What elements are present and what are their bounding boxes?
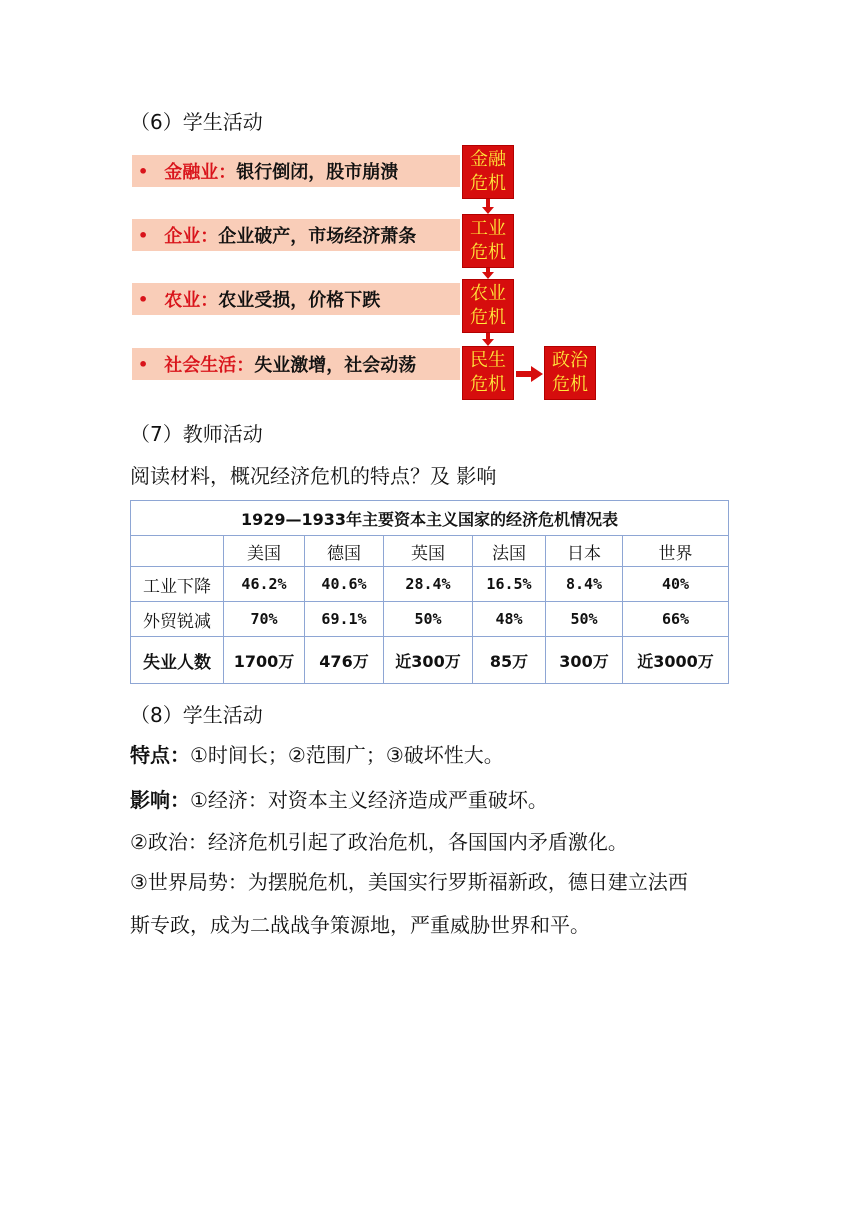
table-header: 世界 xyxy=(623,536,729,567)
row-desc: 银行倒闭，股市崩溃 xyxy=(236,162,399,183)
section-8-heading: （8）学生活动 xyxy=(130,703,263,727)
box-line: 农业 xyxy=(470,283,506,304)
row-key: 企业： xyxy=(164,226,219,247)
table-row xyxy=(131,637,729,684)
impact-world-line1: ③世界局势：为摆脱危机，美国实行罗斯福新政，德日建立法西 xyxy=(130,870,688,894)
box-political-crisis xyxy=(544,346,596,400)
box-industrial-crisis xyxy=(462,214,514,268)
box-line: 危机 xyxy=(470,242,506,263)
row-desc: 企业破产，市场经济萧条 xyxy=(218,226,417,247)
bullet: • xyxy=(138,289,149,309)
section-6-heading: （6）学生活动 xyxy=(130,110,263,134)
bullet: • xyxy=(138,354,149,374)
table-cell: 46.2% xyxy=(224,567,305,602)
table-row xyxy=(131,602,729,637)
table-header: 法国 xyxy=(473,536,546,567)
row-label: 外贸锐减 xyxy=(131,602,224,637)
box-line: 金融 xyxy=(470,149,506,170)
table-cell: 1700万 xyxy=(224,637,305,684)
table-cell: 70% xyxy=(224,602,305,637)
table-header: 德国 xyxy=(305,536,384,567)
table-cell: 8.4% xyxy=(546,567,623,602)
features-text: ①时间长；②范围广；③破坏性大。 xyxy=(190,743,504,767)
crisis-table xyxy=(130,500,729,684)
box-line: 危机 xyxy=(552,374,588,395)
diagram-row-agriculture xyxy=(132,283,460,315)
box-livelihood-crisis xyxy=(462,346,514,400)
features-line xyxy=(130,739,504,768)
table-cell: 300万 xyxy=(546,637,623,684)
arrow-down-icon xyxy=(482,272,494,279)
section-7-heading: （7）教师活动 xyxy=(130,422,263,446)
impact-world-line2: 斯专政，成为二战战争策源地，严重威胁世界和平。 xyxy=(130,913,590,937)
box-line: 危机 xyxy=(470,374,506,395)
features-label: 特点： xyxy=(130,743,190,767)
table-cell: 50% xyxy=(546,602,623,637)
impact-label: 影响： xyxy=(130,788,190,812)
box-agricultural-crisis xyxy=(462,279,514,333)
table-header: 美国 xyxy=(224,536,305,567)
arrow-down-icon xyxy=(482,339,494,346)
diagram-row-society xyxy=(132,348,460,380)
question-text: 阅读材料，概况经济危机的特点？及 影响 xyxy=(130,464,497,488)
row-label: 工业下降 xyxy=(131,567,224,602)
table-cell: 近300万 xyxy=(384,637,473,684)
diagram-row-enterprise xyxy=(132,219,460,251)
row-key: 社会生活： xyxy=(164,355,255,376)
table-cell: 近3000万 xyxy=(623,637,729,684)
table-cell: 66% xyxy=(623,602,729,637)
arrow-down-icon xyxy=(482,207,494,214)
table-header: 日本 xyxy=(546,536,623,567)
box-line: 危机 xyxy=(470,173,506,194)
bullet: • xyxy=(138,161,149,181)
table-header: 英国 xyxy=(384,536,473,567)
table-cell: 28.4% xyxy=(384,567,473,602)
table-header-blank xyxy=(131,536,224,567)
row-desc: 农业受损，价格下跌 xyxy=(218,290,381,311)
diagram-row-finance xyxy=(132,155,460,187)
bullet: • xyxy=(138,225,149,245)
table-cell: 40.6% xyxy=(305,567,384,602)
table-cell: 85万 xyxy=(473,637,546,684)
arrow-right-icon xyxy=(516,366,544,382)
row-label: 失业人数 xyxy=(131,637,224,684)
table-cell: 16.5% xyxy=(473,567,546,602)
row-desc: 失业激增，社会动荡 xyxy=(254,355,417,376)
box-line: 民生 xyxy=(470,350,506,371)
table-cell: 40% xyxy=(623,567,729,602)
box-line: 工业 xyxy=(470,218,506,239)
table-caption: 1929—1933年主要资本主义国家的经济危机情况表 xyxy=(131,501,729,536)
impact-political: ②政治：经济危机引起了政治危机，各国国内矛盾激化。 xyxy=(130,830,628,854)
box-financial-crisis xyxy=(462,145,514,199)
row-key: 农业： xyxy=(164,290,219,311)
table-cell: 476万 xyxy=(305,637,384,684)
impact-line xyxy=(130,784,548,813)
box-line: 危机 xyxy=(470,307,506,328)
impact-text: ①经济：对资本主义经济造成严重破坏。 xyxy=(190,788,548,812)
box-line: 政治 xyxy=(552,350,588,371)
row-key: 金融业： xyxy=(164,162,237,183)
table-row xyxy=(131,567,729,602)
table-cell: 50% xyxy=(384,602,473,637)
table-cell: 48% xyxy=(473,602,546,637)
table-cell: 69.1% xyxy=(305,602,384,637)
